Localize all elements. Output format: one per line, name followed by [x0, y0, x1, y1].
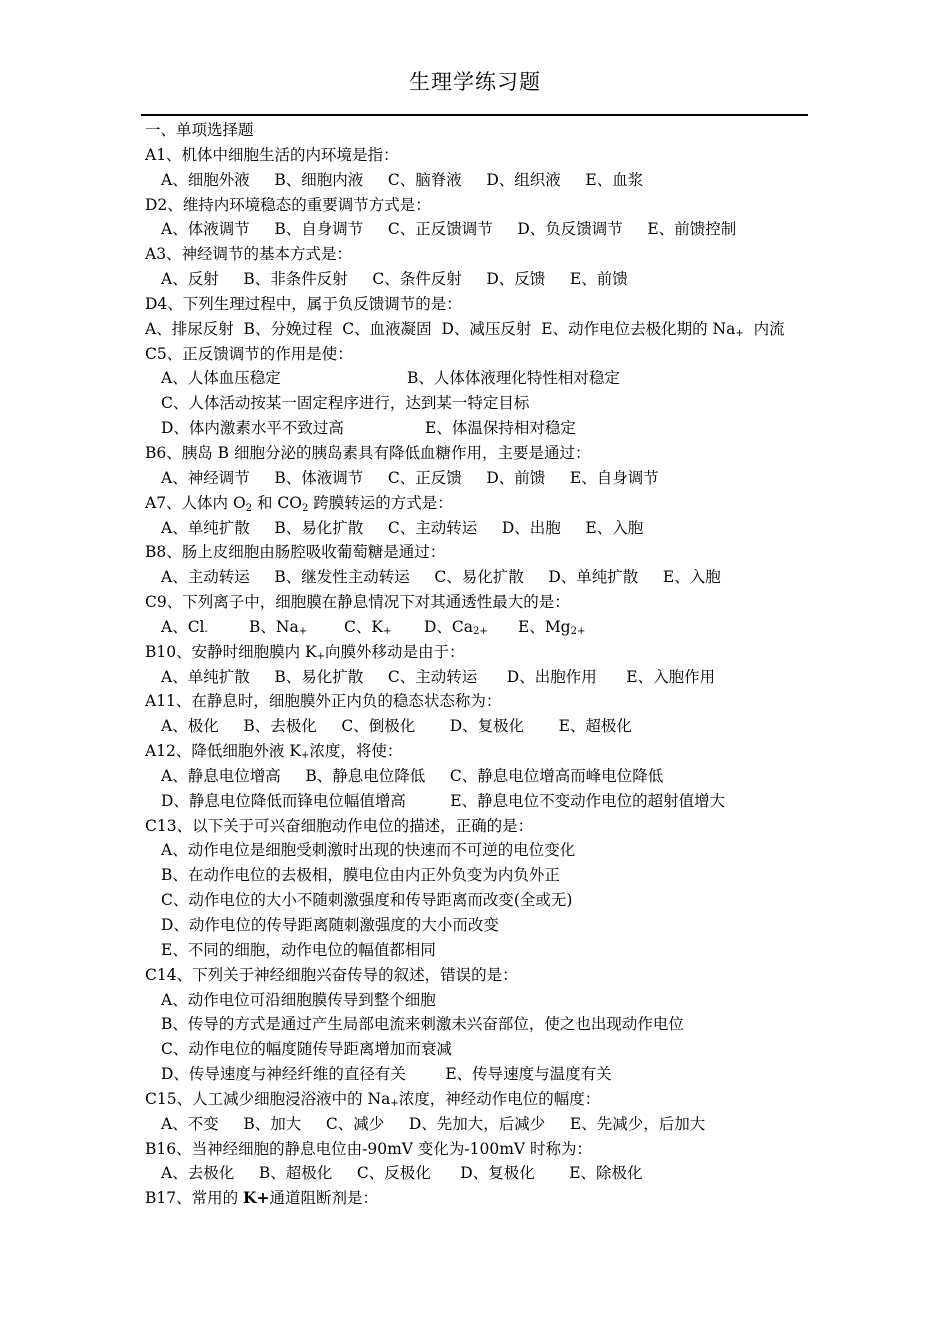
option-text: B、人体体液理化特性相对稳定 [407, 369, 620, 388]
stem-text: C15、人工减少细胞浸浴液中的 Na [145, 1089, 391, 1108]
question-options: A、静息电位增高 B、静息电位降低 C、静息电位增高而峰电位降低 [161, 766, 664, 785]
option-label: E、Mg [518, 617, 571, 636]
stem-text: 浓度，将使： [309, 742, 403, 761]
question-options [145, 416, 815, 441]
question-options: A、细胞外液 B、细胞内液 C、脑脊液 D、组织液 E、血浆 [161, 170, 644, 189]
superscript: + [735, 327, 744, 339]
section-heading: 一、单项选择题 [145, 121, 254, 139]
title-divider [141, 114, 808, 116]
question-options: A、不变 B、加大 C、减少 D、先加大，后减少 E、先减少，后加大 [161, 1114, 706, 1133]
option-text [344, 615, 424, 640]
option-text: A、人体血压稳定 [161, 369, 281, 388]
question-option: E、不同的细胞，动作电位的幅值都相同 [161, 940, 436, 959]
question-option: C、动作电位的大小不随刺激强度和传导距离而改变(全或无) [161, 891, 573, 910]
question-stem: C9、下列离子中，细胞膜在静息情况下对其通透性最大的是： [145, 593, 570, 612]
question-options [145, 366, 815, 391]
option-label: D、Ca [424, 617, 474, 636]
stem-text: 浓度，神经动作电位的幅度： [398, 1089, 601, 1108]
option-text: A、排尿反射 B、分娩过程 C、血液凝固 D、减压反射 E、动作电位去极化期的 Na [145, 319, 736, 338]
option-text [249, 615, 344, 640]
question-options: A、去极化 B、超极化 C、反极化 D、复极化 E、除极化 [161, 1164, 643, 1183]
stem-text: 通道阻断剂是： [269, 1189, 379, 1208]
question-options: A、单纯扩散 B、易化扩散 C、主动转运 D、出胞 E、入胞 [161, 518, 644, 537]
option-label: B、Na [249, 617, 299, 636]
question-options: A、单纯扩散 B、易化扩散 C、主动转运 D、出胞作用 E、入胞作用 [161, 667, 716, 686]
option-label: C、K [344, 617, 383, 636]
question-stem: A3、神经调节的基本方式是： [145, 245, 353, 264]
question-options: A、体液调节 B、自身调节 C、正反馈调节 D、负反馈调节 E、前馈控制 [161, 220, 737, 239]
question-stem [145, 1087, 815, 1112]
question-stem: C5、正反馈调节的作用是使： [145, 344, 353, 363]
stem-text: 向膜外移动是由于： [325, 642, 465, 661]
question-options: D、静息电位降低而锋电位幅值增高 E、静息电位不变动作电位的超射值增大 [161, 791, 726, 810]
superscript: + [316, 650, 326, 662]
superscript: + [300, 750, 310, 762]
option-text [424, 615, 518, 640]
page-title: 生理学练习题 [409, 70, 541, 94]
question-stem: C14、下列关于神经细胞兴奋传导的叙述，错误的是： [145, 965, 518, 984]
question-options: D、传导速度与神经纤维的直径有关 E、传导速度与温度有关 [161, 1065, 612, 1084]
question-option: C、人体活动按某一固定程序进行，达到某一特定目标 [161, 394, 530, 413]
question-option: A、动作电位是细胞受刺激时出现的快速而不可逆的电位变化 [161, 841, 576, 860]
question-options: A、反射 B、非条件反射 C、条件反射 D、反馈 E、前馈 [161, 270, 628, 289]
option-text [518, 618, 585, 636]
question-option: B、传导的方式是通过产生局部电流来刺激未兴奋部位，使之也出现动作电位 [161, 1015, 684, 1034]
question-stem [145, 640, 815, 665]
question-stem: B6、胰岛 B 细胞分泌的胰岛素具有降低血糖作用，主要是通过： [145, 443, 591, 462]
question-stem: C13、以下关于可兴奋细胞动作电位的描述，正确的是： [145, 816, 534, 835]
question-stem: D4、下列生理过程中，属于负反馈调节的是： [145, 294, 462, 313]
option-text: D、体内激素水平不致过高 [161, 419, 344, 438]
question-stem: A1、机体中细胞生活的内环境是指： [145, 145, 399, 164]
question-options: A、主动转运 B、继发性主动转运 C、易化扩散 D、单纯扩散 E、入胞 [161, 568, 721, 587]
question-options: A、极化 B、去极化 C、倒极化 D、复极化 E、超极化 [161, 717, 632, 736]
question-stem: B16、当神经细胞的静息电位由-90mV 变化为-100mV 时称为： [145, 1139, 593, 1158]
option-label: A、Cl [161, 617, 205, 636]
superscript: 2+ [473, 625, 488, 637]
option-text: 内流 [743, 319, 785, 338]
stem-text: B17、常用的 [145, 1189, 244, 1208]
option-text [161, 615, 249, 640]
stem-text: 和 CO [252, 493, 302, 512]
question-stem [145, 491, 815, 516]
superscript: + [298, 625, 308, 637]
question-options [145, 317, 815, 342]
question-options: A、神经调节 B、体液调节 C、正反馈 D、前馈 E、自身调节 [161, 468, 659, 487]
stem-text: A7、人体内 O [145, 493, 246, 512]
bold-text: K+ [243, 1188, 270, 1208]
superscript: 2+ [570, 625, 586, 637]
superscript: - [204, 625, 208, 637]
question-option: D、动作电位的传导距离随刺激强度的大小而改变 [161, 916, 499, 934]
question-stem: A11、在静息时，细胞膜外正内负的稳态状态称为： [145, 692, 502, 711]
question-stem [145, 739, 815, 764]
superscript: + [382, 625, 392, 637]
superscript: + [390, 1097, 399, 1109]
option-text: E、体温保持相对稳定 [425, 419, 576, 438]
question-option: B、在动作电位的去极相，膜电位由内正外负变为内负外正 [161, 866, 560, 885]
question-list [145, 118, 815, 1211]
stem-text: A12、降低细胞外液 K [145, 742, 301, 761]
stem-text: B10、安静时细胞膜内 K [145, 642, 317, 661]
question-stem: B8、肠上皮细胞由肠腔吸收葡萄糖是通过： [145, 543, 446, 562]
stem-text: 跨膜转运的方式是： [308, 493, 453, 512]
question-stem [145, 1186, 815, 1211]
question-option: C、动作电位的幅度随传导距离增加而衰减 [161, 1040, 452, 1059]
question-option: A、动作电位可沿细胞膜传导到整个细胞 [161, 990, 436, 1009]
subscript: 2 [302, 502, 309, 514]
question-options [145, 615, 815, 640]
question-stem: D2、维持内环境稳态的重要调节方式是： [145, 195, 431, 214]
subscript: 2 [245, 502, 253, 514]
